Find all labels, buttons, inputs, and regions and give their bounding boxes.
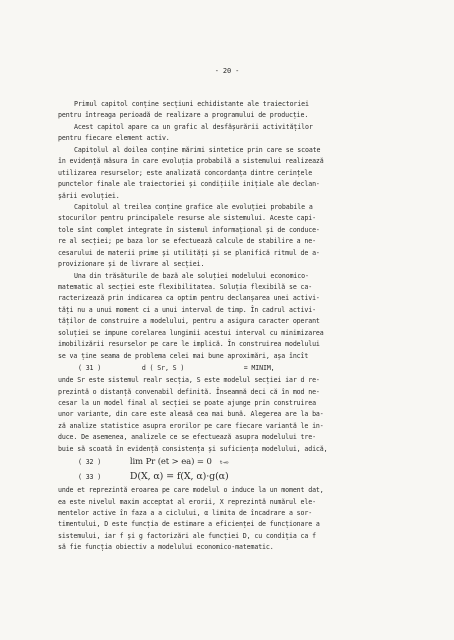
equation-rhs: = MINIM, (243, 364, 275, 373)
equation-expression: D(X, α) = f(X, α)·g(α) (129, 471, 229, 483)
text-line: punctelor finale ale traiectoriei și condițiile inițiale ale declan- (58, 180, 320, 189)
equation-expression: lim Pr (et > ea) = 0 (129, 457, 212, 468)
text-line: Capitolul al doilea conține mărimi sintetice prin care se scoate (74, 145, 321, 154)
text-line: prezintă o distanță convenabil definită. Înseamnă deci că în mod ne- (58, 387, 320, 396)
text-line: șării evoluției. (58, 191, 120, 200)
text-line: ză analize statistice asupra erorilor pe care fiecare variantă le in- (58, 421, 324, 430)
text-line: re al secției; pe baza lor se efectuează calcule de stabilire a ne- (58, 237, 316, 246)
text-line: mentelor active în faza a a ciclului, α limita de încadrare a sor- (58, 509, 313, 517)
text-line: provizionare și de livrare al secției. (58, 260, 205, 269)
text-line: tăților de construire a modelului, pentru a asigura caracter operant (58, 317, 320, 326)
equation-32 (58, 455, 408, 469)
text-line: unor variante, din care este aleasă cea mai bună. Alegerea are la ba- (58, 410, 324, 419)
text-line: timentului, D este funcția de estimare a eficienței de funcționare a (58, 520, 320, 529)
text-line: unde et reprezintă eroarea pe care modelul o induce la un moment dat, (58, 486, 324, 495)
text-line: unde Sr este sistemul realr secția, S este modelul secției iar d re- (58, 376, 320, 385)
text-line: buie să scoată în evidență consistența și suficiența modelului, adică, (58, 444, 328, 453)
text-line: matematic al secției este flexibilitatea. Soluția flexibilă se ca- (58, 283, 313, 291)
text-line: pentru fiecare element activ. (58, 134, 170, 143)
text-line: imobilizării resurselor pe care le implică. În construirea modelului (58, 340, 320, 349)
text-block-3 (58, 485, 408, 554)
text-line: soluției se impune corelarea lungimii acestui interval cu minimizarea (58, 328, 324, 337)
equation-number: ( 32 ) (78, 458, 102, 467)
text-line: Primul capitol conține secțiuni echidistante ale traiectoriei (74, 100, 309, 108)
text-line: tăți nu a unui moment ci a unui interval de timp. În cadrul activi- (58, 305, 316, 314)
text-line: se va ține seama de problema celei mai bune aproximări, așa încît (58, 351, 309, 360)
equation-33 (58, 469, 408, 485)
equation-number: ( 33 ) (78, 473, 102, 482)
text-block-1 (58, 99, 408, 362)
text-line: sistemului, iar f și g factorizări ale funcției D, cu condiția ca f (58, 531, 316, 540)
text-line: tole sînt complet integrate în sistemul informațional și de conduce- (58, 225, 320, 234)
page-number: - 20 - (214, 67, 240, 75)
equation-number: ( 31 ) (78, 364, 102, 373)
text-line: duce. De asemenea, analizele ce se efectuează asupra modelului tre- (58, 433, 316, 442)
text-line: ea este nivelul maxim acceptat al erorii, X reprezintă numărul ele- (58, 497, 316, 506)
text-line: stocurilor pentru principalele resurse ale sistemului. Aceste capi- (58, 214, 316, 223)
equation-31 (58, 362, 408, 375)
text-line: pentru întreaga perioadă de realizare a programului de producție. (58, 111, 309, 120)
text-line: racterizează prin indicarea ca optim pentru declanșarea unei activi- (58, 294, 320, 303)
equation-subscript: t→∞ (219, 460, 229, 467)
text-line: cesarului de materii prime și utilități și se planifică ritmul de a- (58, 248, 320, 257)
text-line: în evidență măsura în care evoluția probabilă a sistemului realizează (58, 157, 324, 166)
text-line: cesar la un model final al secției se poate ajunge prin construirea (58, 398, 316, 407)
document-body (58, 99, 408, 554)
text-line: Acest capitol apare ca un grafic al desfășurării activităților (74, 122, 313, 131)
text-line: Capitolul al treilea conține grafice ale evoluției probabile a (74, 202, 313, 211)
text-line: utilizarea resurselor; este analizată concordanța dintre cerințele (58, 168, 313, 177)
text-line: să fie funcția obiectiv a modelului economico-matematic. (58, 543, 274, 552)
equation-expression: d ( Sr, S ) (141, 364, 185, 373)
text-line: Una din trăsăturile de bază ale soluției modelului economico- (74, 271, 309, 280)
text-block-2 (58, 375, 408, 455)
